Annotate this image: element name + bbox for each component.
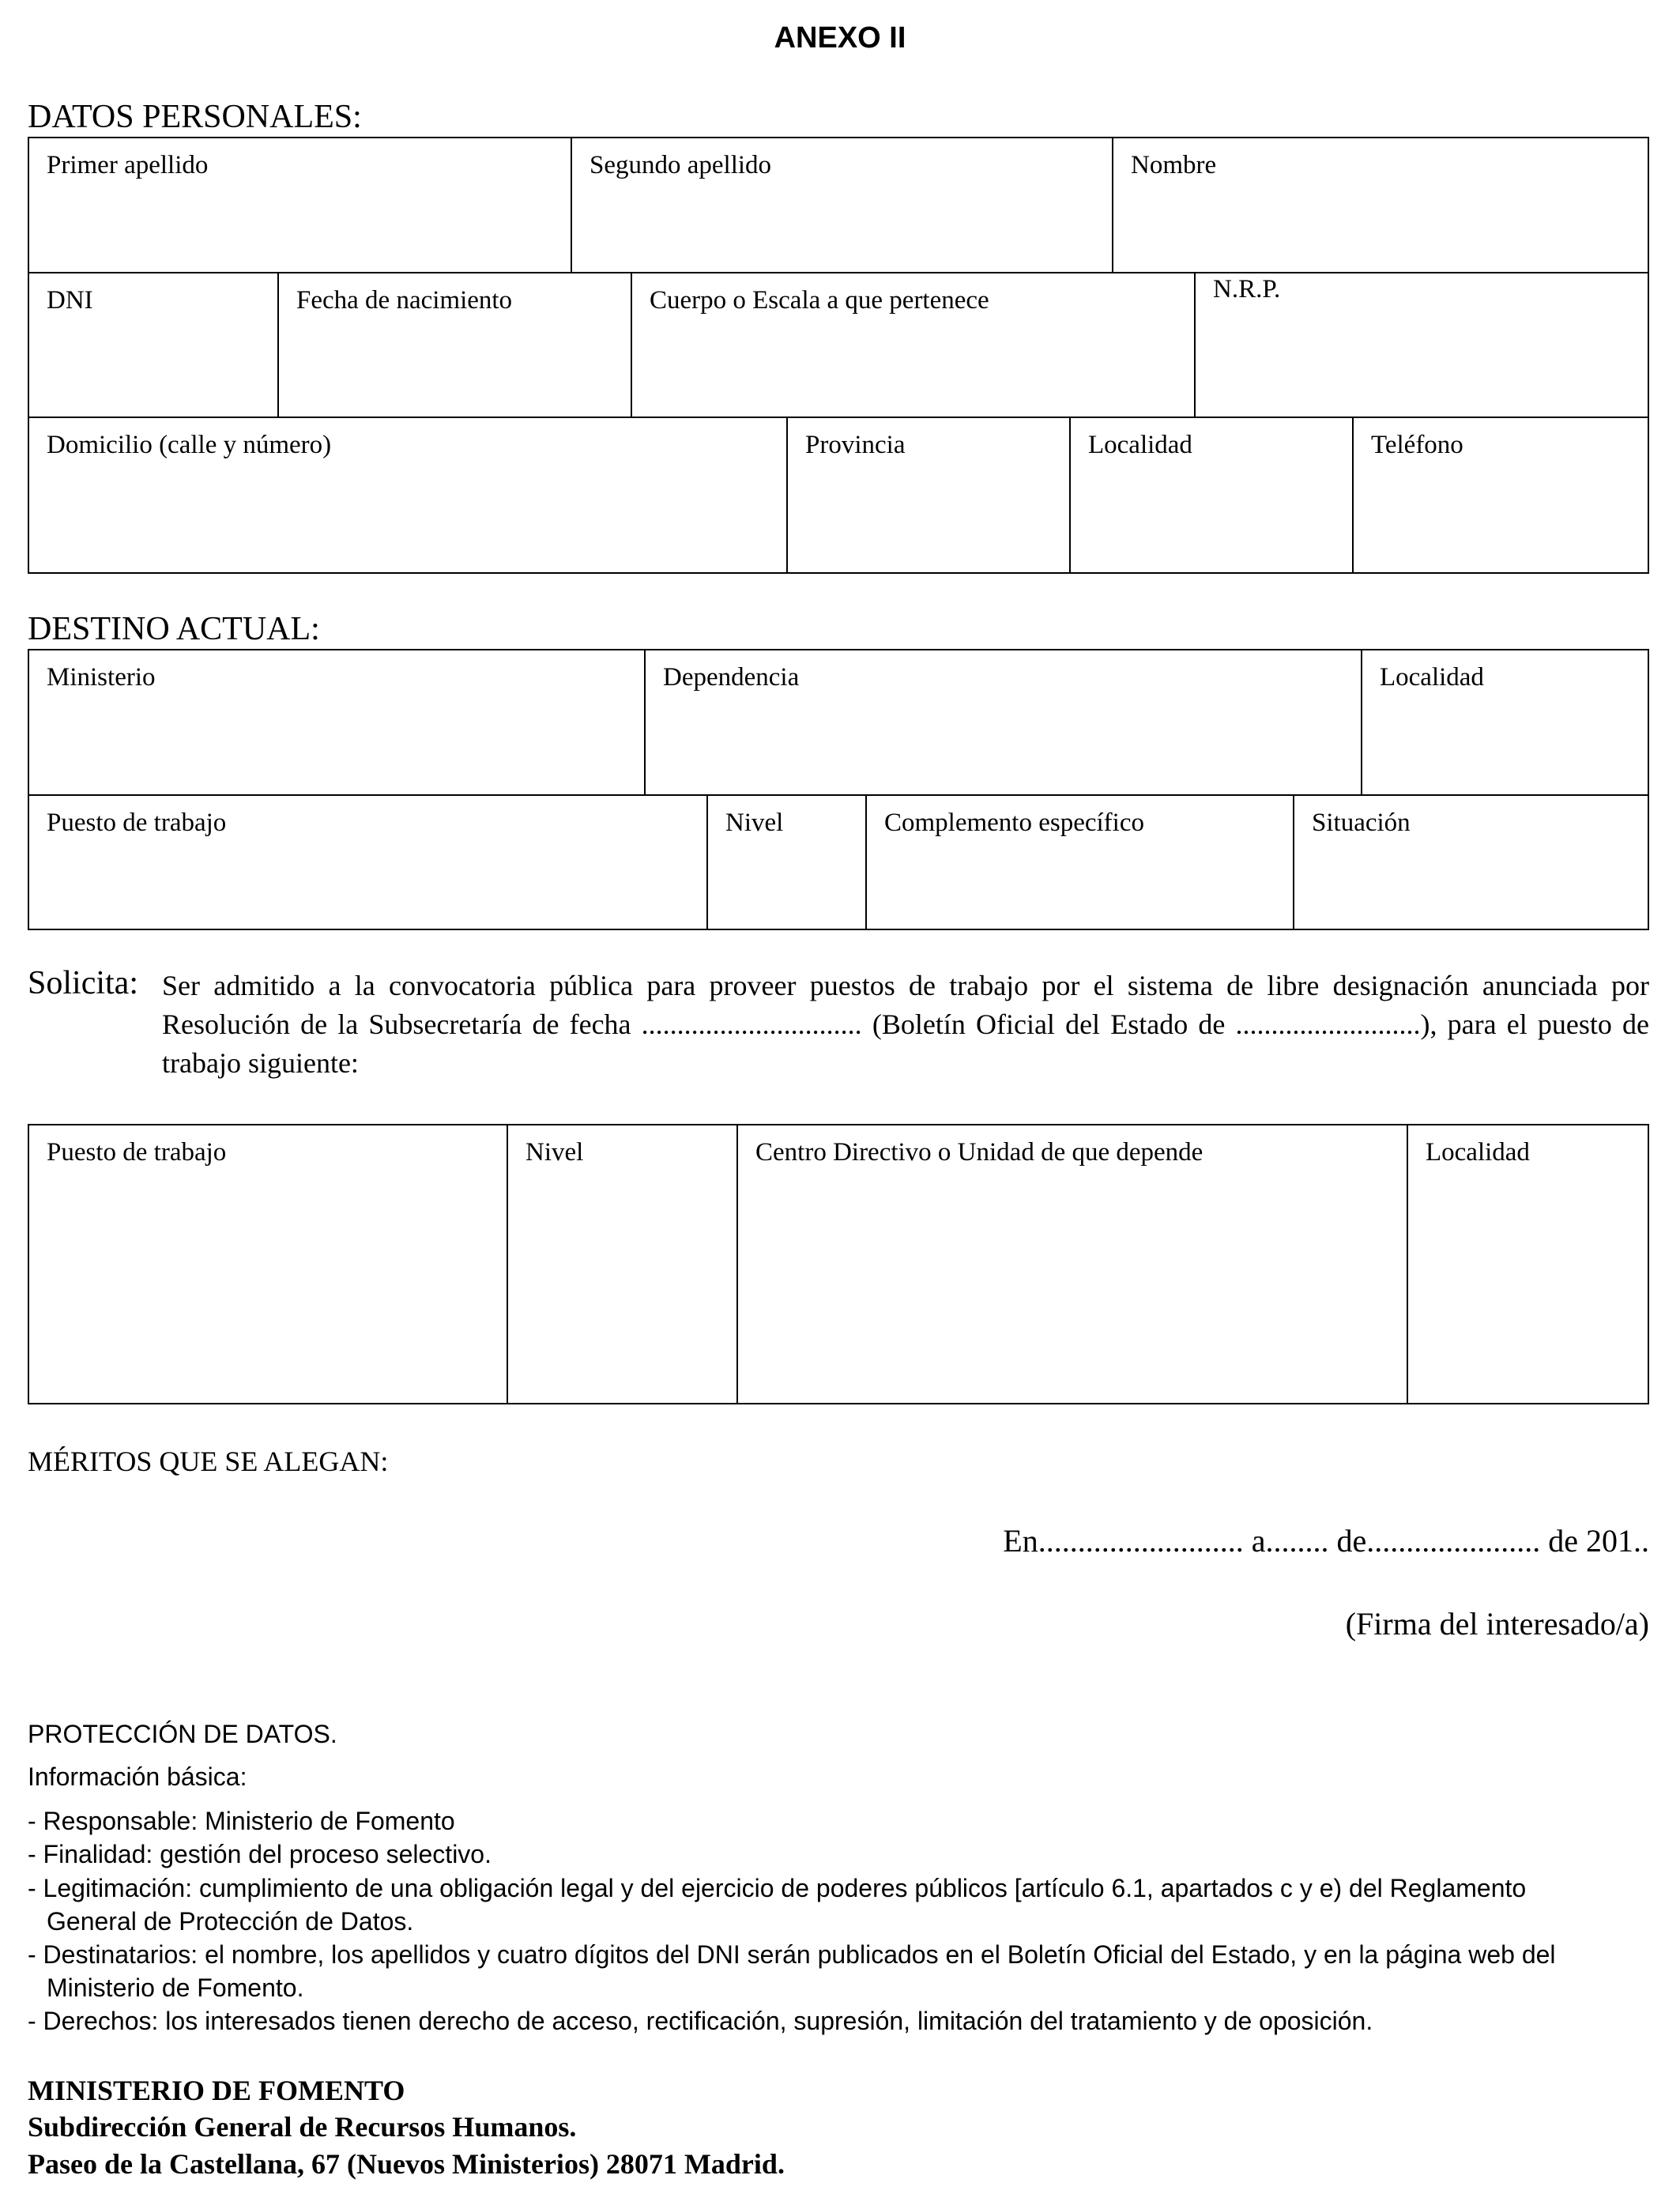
destino-row-1	[29, 650, 1648, 794]
destino-actual-form	[28, 649, 1649, 930]
puesto-trabajo-field[interactable]: Puesto de trabajo	[47, 809, 227, 837]
fecha-nacimiento-field[interactable]: Fecha de nacimiento	[277, 273, 631, 417]
localidad-destino-field[interactable]: Localidad	[1361, 650, 1648, 794]
destino-actual-heading: DESTINO ACTUAL:	[28, 611, 320, 647]
page-title: ANEXO II	[774, 21, 906, 55]
dependencia-field[interactable]: Dependencia	[644, 650, 1361, 794]
meritos-heading: MÉRITOS QUE SE ALEGAN:	[28, 1446, 389, 1477]
proteccion-item-destinatarios: - Destinatarios: el nombre, los apellidos y cuatro dígitos del DNI serán publicados en el Boletín Oficial del Estado, y en la página web del Ministerio de Fomento.	[28, 1940, 1556, 2002]
datos-personales-form	[28, 137, 1649, 574]
nivel-field[interactable]: Nivel	[706, 796, 865, 929]
footer-ministerio: MINISTERIO DE FOMENTO	[28, 2075, 405, 2106]
nombre-field[interactable]: Nombre	[1112, 138, 1648, 272]
ministerio-field[interactable]: Ministerio	[47, 663, 156, 692]
proteccion-item-finalidad: - Finalidad: gestión del proceso selectivo.	[28, 1840, 492, 1868]
localidad-field[interactable]: Localidad	[1069, 418, 1352, 572]
puesto-solicitado-form	[28, 1124, 1649, 1404]
nivel-solicitado-field[interactable]: Nivel	[507, 1125, 736, 1403]
proteccion-item-derechos: - Derechos: los interesados tienen derecho de acceso, rectificación, supresión, limitación del tratamiento y de oposición.	[28, 2007, 1373, 2035]
datos-row-3	[29, 417, 1648, 572]
fecha-line: En.......................... a........ de...................... de 201..	[1003, 1523, 1649, 1559]
informacion-basica-label: Información básica:	[28, 1762, 247, 1791]
dni-field[interactable]: DNI	[47, 286, 93, 315]
puesto-solicitado-field[interactable]: Puesto de trabajo	[47, 1138, 227, 1167]
footer-subdireccion: Subdirección General de Recursos Humanos.	[28, 2111, 577, 2143]
solicita-text: Ser admitido a la convocatoria pública para proveer puestos de trabajo por el sistema de libre designación anunciada por Resolución de la Subsecretaría de fecha ............................... (Boletín Oficial del Estado de ..........................), para el puesto de trabajo siguiente:	[162, 970, 1649, 1079]
proteccion-item-legitimacion: - Legitimación: cumplimiento de una obligación legal y del ejercicio de poderes públicos [artículo 6.1, apartados c y e) del Reglamento General de Protección de Datos.	[28, 1874, 1527, 1936]
domicilio-field[interactable]: Domicilio (calle y número)	[47, 431, 332, 459]
puesto-solicitado-row	[29, 1125, 1648, 1403]
cuerpo-escala-field[interactable]: Cuerpo o Escala a que pertenece	[631, 273, 1194, 417]
situacion-field[interactable]: Situación	[1293, 796, 1648, 929]
datos-personales-heading: DATOS PERSONALES:	[28, 99, 362, 135]
proteccion-heading: PROTECCIÓN DE DATOS.	[28, 1720, 337, 1748]
primer-apellido-field[interactable]: Primer apellido	[47, 151, 209, 179]
complemento-especifico-field[interactable]: Complemento específico	[865, 796, 1293, 929]
destino-row-2	[29, 794, 1648, 929]
firma-label: (Firma del interesado/a)	[1345, 1606, 1649, 1642]
segundo-apellido-field[interactable]: Segundo apellido	[571, 138, 1112, 272]
nrp-field[interactable]: N.R.P.	[1194, 273, 1648, 417]
solicita-label: Solicita:	[28, 965, 138, 1001]
footer-direccion: Paseo de la Castellana, 67 (Nuevos Ministerios) 28071 Madrid.	[28, 2148, 785, 2180]
localidad-solicitada-field[interactable]: Localidad	[1407, 1125, 1648, 1403]
proteccion-item-responsable: - Responsable: Ministerio de Fomento	[28, 1807, 455, 1835]
datos-row-1	[29, 138, 1648, 272]
datos-row-2	[29, 272, 1648, 417]
centro-directivo-field[interactable]: Centro Directivo o Unidad de que depende	[736, 1125, 1407, 1403]
telefono-field[interactable]: Teléfono	[1352, 418, 1648, 572]
provincia-field[interactable]: Provincia	[786, 418, 1069, 572]
